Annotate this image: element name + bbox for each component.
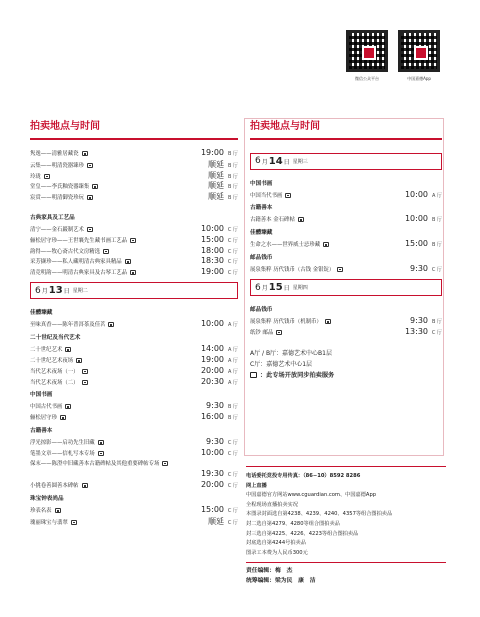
live-camera-icon [55,508,61,513]
schedule-block-books-cont [30,469,238,491]
session-hall: C 厅 [227,472,238,479]
phone-line: 电话委托竞投专用传真：（86−10）8592 8286 [246,473,361,479]
session-name: 当代艺术夜场（二） [30,378,190,386]
session-hall: B 厅 [227,195,238,202]
schedule-row [30,267,238,278]
schedule-block-tea [30,319,238,330]
date-june-14: 6 月 14 日 星期三 [250,153,442,170]
schedule-row [250,214,442,225]
schedule-row [30,235,238,246]
section-title-right: 拍卖地点与时间 [250,121,320,132]
live-camera-icon [323,242,329,247]
session-hall: C 厅 [227,259,238,266]
section-rule-right [250,138,442,140]
live-camera-icon [82,483,88,488]
session-time: 顺延 [208,516,224,526]
date-june-13: 6 月 13 日 星期二 [30,282,238,299]
section-title: 拍卖地点与时间 [30,121,100,132]
session-hall: C 厅 [431,266,442,273]
session-name: 珍表名表 [30,506,190,514]
category-jewelry: 珠宝钟表尚品 [30,496,64,503]
session-time: 10:00 [200,319,224,329]
live-camera-icon [103,249,109,254]
session-hall: B 厅 [431,217,442,224]
venue-ab: A厅 / B厅：嘉德艺术中心B1层 [250,349,332,357]
session-hall: B 厅 [431,242,442,249]
live-camera-icon [125,259,131,264]
session-name: 生命之水——世界威士忌珍藏 [250,240,394,248]
session-hall: A 厅 [227,358,238,365]
schedule-block-r4 [250,264,442,275]
schedule-row [30,246,238,257]
qr-code-wechat [346,30,388,72]
category-stamps-r: 邮品钱币 [250,254,273,261]
schedule-row [30,448,238,459]
session-time: 9:30 [410,263,428,273]
schedule-block-r5 [250,316,442,338]
live-camera-icon [250,372,257,378]
section-rule [30,138,238,140]
date-june-15: 6 月 15 日 星期四 [250,279,442,296]
session-time: 19:00 [200,355,224,365]
live-camera-icon [71,520,77,525]
category-tea: 佳醴臻藏 [30,310,53,317]
contact-rule [246,466,446,467]
qr-caption-app: 中国嘉德App [407,76,431,81]
schedule-row [30,148,238,159]
live-camera-icon [337,267,343,272]
session-hall: A 厅 [227,379,238,386]
session-name: 笔墨文章——信札写本专场 [30,449,190,457]
session-hall: C 厅 [227,226,238,233]
session-time: 13:30 [404,326,428,336]
website-line: 中国嘉德官方网站www.cguardian.com、中国嘉德App [246,492,377,499]
live-camera-icon [82,151,88,156]
schedule-block-r1 [250,190,442,201]
coordinator-credit: 统筹编辑：梁为民 康 洁 [246,578,316,585]
schedule-row [30,366,238,377]
schedule-block-ceramics [30,148,238,202]
live-camera-icon [325,319,331,324]
live-camera-icon [76,358,82,363]
session-name: 中国古代书画 [30,402,190,410]
live-note: ：此专场开放同步拍卖服务 [250,370,442,379]
session-hall: C 厅 [431,329,442,336]
category-paintings: 中国书画 [30,392,53,399]
session-time: 20:00 [200,480,224,490]
schedule-row [30,344,238,355]
live-camera-icon [65,347,71,352]
live-camera-icon [98,451,104,456]
schedule-row [30,505,238,516]
session-name: 韵得——牧心斋古代文房精选 [30,247,190,255]
session-time: 顺延 [208,159,224,169]
session-hall: B 厅 [227,184,238,191]
session-time: 15:00 [404,239,428,249]
session-name: 采芳撷珍——私人藏明清古典家具精品 [30,257,190,265]
session-hall: C 厅 [227,508,238,515]
session-name: 小挑卷善圆善本碑帖 [30,481,190,489]
session-time: 10:00 [200,223,224,233]
session-hall: A 厅 [431,192,442,199]
schedule-row [30,256,238,267]
session-hall: C 厅 [227,450,238,457]
category-modern-art: 二十世纪及当代艺术 [30,335,81,342]
price-note: 图录工本费为人民币300元 [246,549,308,556]
session-name: 中国当代书画 [250,191,394,199]
session-name: 俪松居守珍——王世襄先生藏书画工艺品 [30,236,190,244]
schedule-block-modern-art [30,344,238,387]
live-camera-icon [60,415,66,420]
session-time: 18:30 [200,256,224,266]
category-books: 古籍善本 [30,428,53,435]
schedule-row [250,327,442,338]
schedule-row [30,170,238,181]
session-hall: C 厅 [227,440,238,447]
session-hall: C 厅 [227,237,238,244]
live-camera-icon [130,270,136,275]
live-camera-icon [82,380,88,385]
schedule-row [30,355,238,366]
backcover-note: 封底选自第4244号拍卖品 [246,540,306,547]
contact-block [246,472,446,586]
session-time: 10:00 [200,447,224,457]
cover-note: 本图录封面选自第4238、4239、4240、4357等组合图拍卖品 [246,511,393,518]
session-name: 俪松居守珍 [30,413,190,421]
live-camera-icon [65,404,71,409]
live-camera-icon [87,163,93,168]
schedule-row [30,480,238,491]
session-time: 顺延 [208,170,224,180]
session-hall: A 厅 [227,368,238,375]
session-time: 顺延 [208,192,224,202]
session-name: 瑰丽珠宝与翡翠 [30,518,190,526]
session-name: 二十世纪艺术 [30,345,190,353]
session-hall: B 厅 [227,162,238,169]
session-time: 20:00 [200,365,224,375]
schedule-row [30,401,238,412]
schedule-row [30,191,238,202]
session-time: 9:30 [206,401,224,411]
schedule-row [30,377,238,388]
session-hall: C 厅 [227,248,238,255]
session-name: 浮光掠影——启功先生旧藏 [30,438,190,446]
session-hall: A 厅 [227,322,238,329]
session-time: 20:30 [200,376,224,386]
session-hall: B 厅 [431,319,442,326]
session-name: 保末——陈澄中旧藏善本古籍碑帖及其他重要碑帖专场 [30,459,190,467]
session-name: 当代艺术夜场（一） [30,367,190,375]
session-time: 10:00 [404,214,428,224]
live-camera-icon [82,369,88,374]
venue-c: C厅：嘉德艺术中心1层 [250,360,313,368]
live-camera-icon [108,322,114,327]
session-hall: C 厅 [227,483,238,490]
schedule-row [30,516,238,527]
session-time: 19:00 [200,148,224,157]
session-time: 10:00 [404,189,428,199]
qr-code-app [398,30,440,72]
session-time: 16:00 [200,412,224,422]
schedule-row [250,264,442,275]
live-camera-icon [298,217,304,222]
editor-credit: 责任编辑：梅 杰 [246,568,293,575]
cover2-note: 封二选自第4279、4280等组合图拍卖品 [246,520,340,527]
session-name: 二十世纪艺术夜场 [30,356,190,364]
cover3-note: 封三选自第4225、4226、4223等组合图拍卖品 [246,530,359,537]
session-name: 堂皇——李氏釉瓷器臻集 [30,182,190,190]
live-camera-icon [44,174,50,179]
session-hall: C 厅 [227,519,238,526]
schedule-block-r3 [250,239,442,250]
session-hall: B 厅 [227,151,238,157]
session-hall: B 厅 [227,404,238,411]
session-time: 15:00 [200,505,224,515]
qr-caption-wechat: 微信公众平台 [355,76,379,81]
schedule-row [250,316,442,327]
session-time: 18:00 [200,245,224,255]
live-camera-icon [162,461,168,466]
schedule-row [30,224,238,235]
session-name: 清宁——金石巖制艺术 [30,225,190,233]
right-schedule-column [250,120,442,381]
schedule-row [250,239,442,250]
schedule-row [30,469,238,480]
session-time: 9:30 [410,316,428,326]
live-camera-icon [130,238,136,243]
session-name: 纸钞 邮品 [250,328,394,336]
schedule-block-books [30,437,238,469]
session-name: 隽逸——清雅居藏瓷 [30,149,190,157]
session-hall: A 厅 [227,347,238,354]
live-camera-icon [276,330,282,335]
session-name: 展泉集粹 历代钱币（古钱 金银锭） [250,265,394,273]
schedule-row [30,159,238,170]
schedule-row [30,180,238,191]
session-hall: C 厅 [227,270,238,277]
schedule-row [30,412,238,423]
schedule-row [30,459,238,470]
session-time: 19:30 [200,469,224,479]
category-furniture: 古典家具及工艺品 [30,214,75,221]
session-name: 宸赏——明清御瓷珍玩 [30,193,190,201]
category-paintings-r: 中国书画 [250,180,273,187]
live-camera-icon [98,440,104,445]
session-time: 9:30 [206,437,224,447]
schedule-block-jewelry [30,505,238,527]
category-books-r: 古籍善本 [250,205,273,212]
live-camera-icon [87,227,93,232]
schedule-block-paintings [30,401,238,423]
schedule-row [30,319,238,330]
session-time: 顺延 [208,181,224,191]
session-time: 14:00 [200,344,224,354]
schedule-block-r2 [250,214,442,225]
schedule-row [30,437,238,448]
schedule-block-furniture [30,224,238,278]
online-heading: 网上直播 [246,482,267,489]
category-wine-r: 佳醴臻藏 [250,230,273,237]
session-time: 19:00 [200,267,224,277]
session-name: 展泉集粹 历代钱币（机制币） [250,317,394,325]
session-name: 古籍善本 金石碑帖 [250,215,394,223]
session-name: 玲珑 [30,172,190,180]
session-hall: B 厅 [227,415,238,422]
session-time: 15:00 [200,234,224,244]
session-name: 云集——明清瓷器臻珍 [30,161,190,169]
category-stamps-r2: 邮品钱币 [250,307,273,314]
live-camera-icon [92,184,98,189]
session-name: 至味真香——陈年普洱茶及佳茗 [30,320,190,328]
left-schedule-column [30,120,238,527]
session-hall: B 厅 [227,173,238,180]
livestream-line: 全程现场直播拍卖实况 [246,501,298,508]
live-camera-icon [285,193,291,198]
live-camera-icon [87,195,93,200]
session-name: 清竞明韵——明清古典家具及古琴工艺品 [30,268,190,276]
schedule-row [250,190,442,201]
